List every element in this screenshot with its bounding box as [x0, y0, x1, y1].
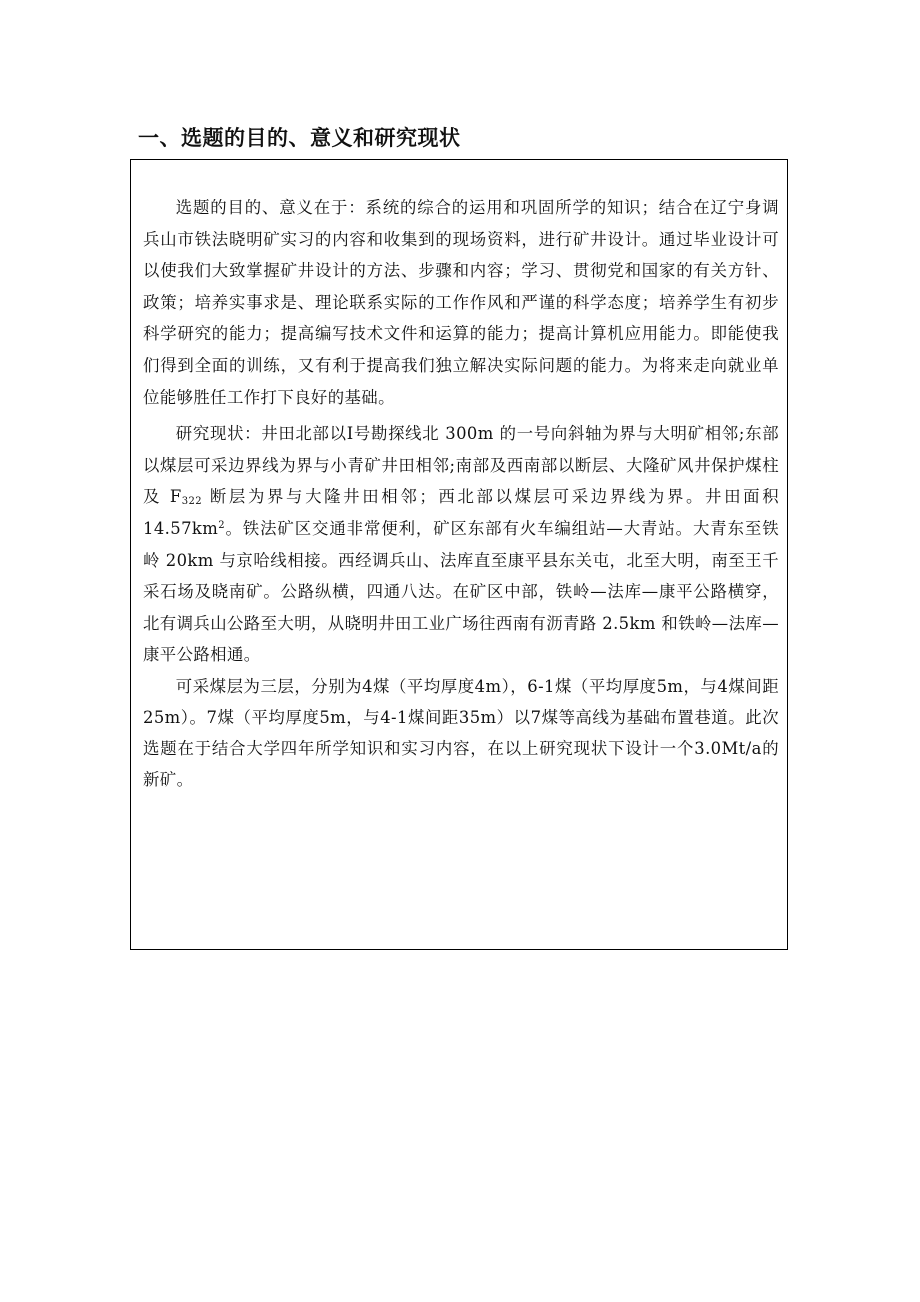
status-text-part2: 断层为界与大隆井田相邻；西北部以煤层可采边界线为界。井田面积 14.57km	[143, 487, 779, 538]
content-body	[143, 192, 779, 795]
section-title: 一、选题的目的、意义和研究现状	[138, 126, 461, 150]
fault-number-subscript: 322	[181, 496, 202, 508]
status-text-part1: 研究现状：井田北部以Ⅰ号勘探线北 300m 的一号向斜轴为界与大明矿相邻;东部以煤层可采边界线为界与小青矿井田相邻;南部及西南部以断层、大隆矿风井保护煤柱及 F	[143, 424, 779, 507]
content-box	[130, 159, 788, 950]
area-unit-superscript: 2	[218, 519, 225, 531]
status-text-part3: 。铁法矿区交通非常便利，矿区东部有火车编组站—大青站。大青东至铁岭 20km 与京哈线相接。西经调兵山、法库直至康平县东关屯，北至大明，南至王千采石场及晓南矿。公路纵横，四通八达。在矿区中部，铁岭—法库—康平公路横穿，北有调兵山公路至大明，从晓明井田工业广场往西南有沥青路 2.5km 和铁岭—法库—康平公路相通。	[143, 518, 779, 665]
research-status-paragraph	[143, 418, 779, 671]
purpose-paragraph: 选题的目的、意义在于：系统的综合的运用和巩固所学的知识；结合在辽宁身调兵山市铁法晓明矿实习的内容和收集到的现场资料，进行矿井设计。通过毕业设计可以使我们大致掌握矿井设计的方法、步骤和内容；学习、贯彻党和国家的有关方针、政策；培养实事求是、理论联系实际的工作作风和严谨的科学态度；培养学生有初步科学研究的能力；提高编写技术文件和运算的能力；提高计算机应用能力。即能使我们得到全面的训练，又有利于提高我们独立解决实际问题的能力。为将来走向就业单位能够胜任工作打下良好的基础。	[143, 198, 779, 407]
coal-seams-paragraph: 可采煤层为三层，分别为4煤（平均厚度4m），6-1煤（平均厚度5m，与4煤间距25m）。7煤（平均厚度5m，与4-1煤间距35m）以7煤等高线为基础布置巷道。此次选题在于结合大学四年所学知识和实习内容，在以上研究现状下设计一个3.0Mt/a的新矿。	[143, 676, 779, 789]
